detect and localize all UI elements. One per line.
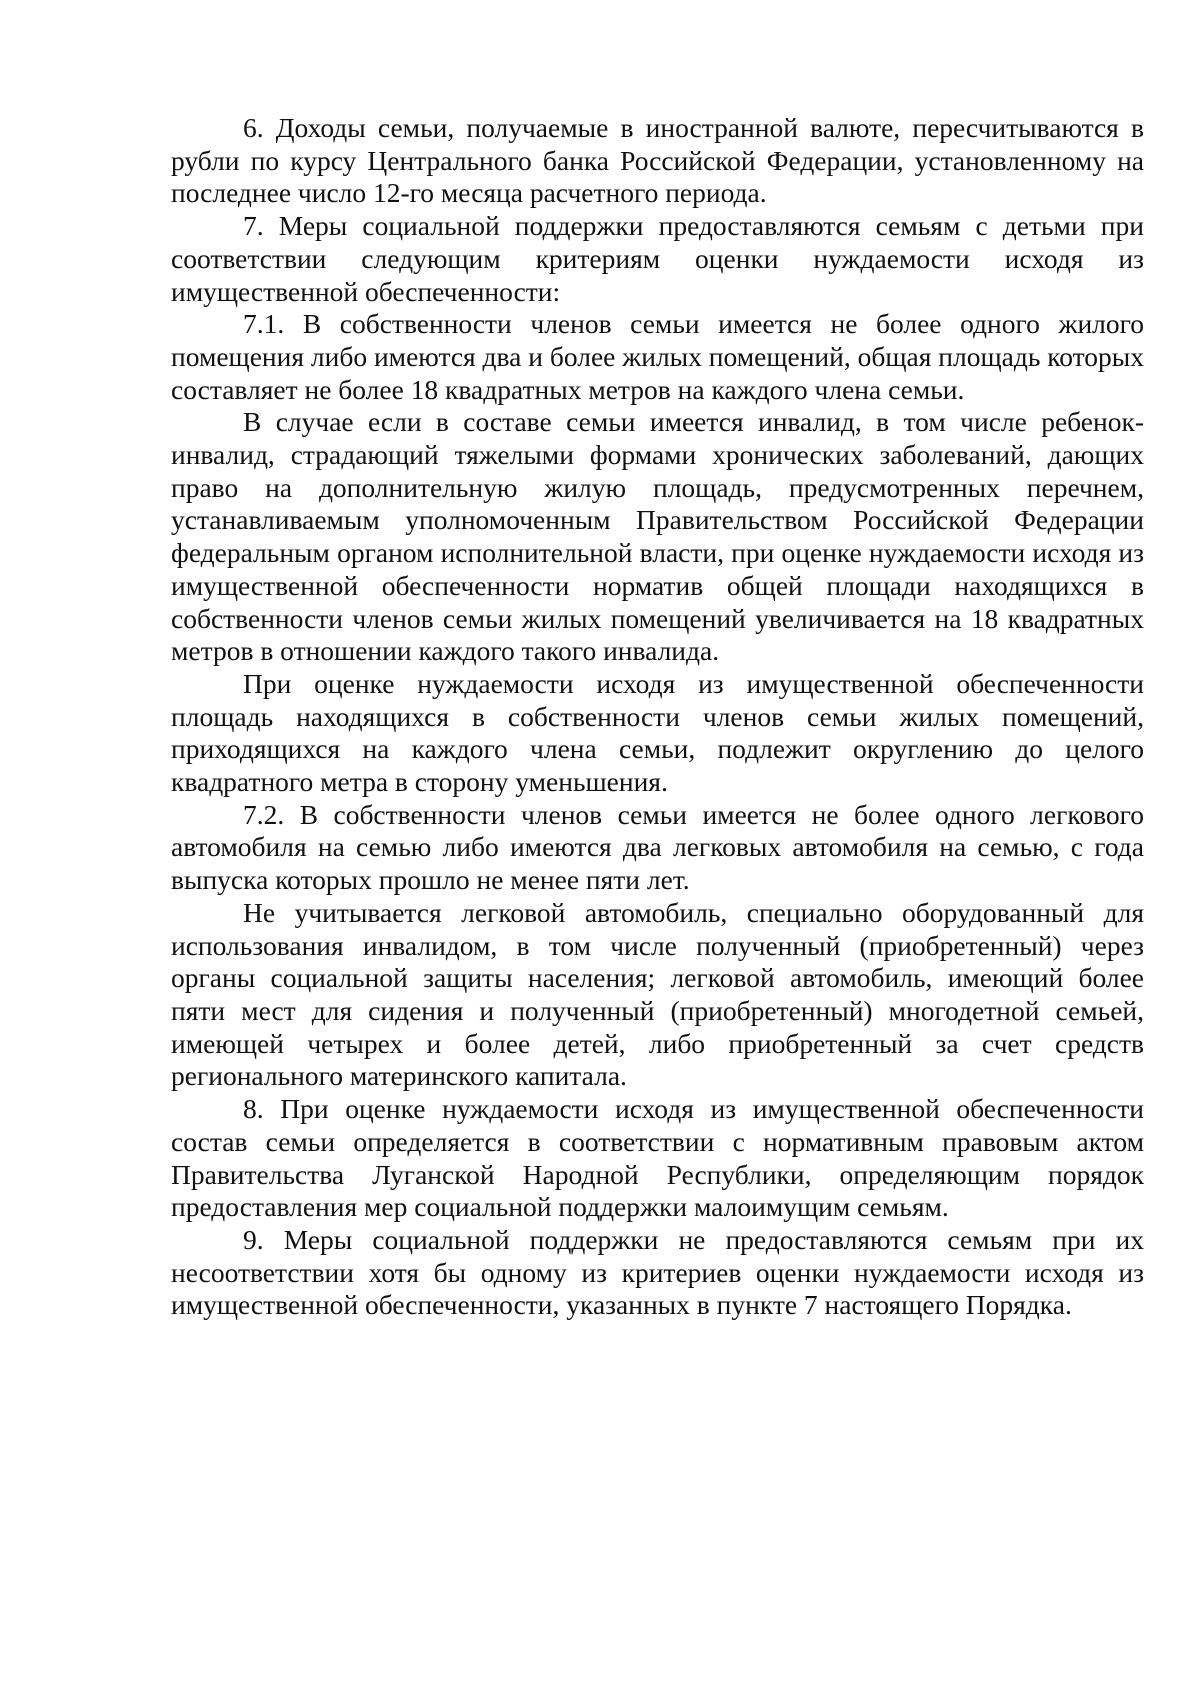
paragraph-disabled-member-housing-allowance: В случае если в составе семьи имеется инвалид, в том числе ребенок-инвалид, страдающий тяжелыми формами хронических заболеваний, дающих право на дополнительную жилую площадь, предусмотренных перечнем, устанавливаемым уполномоченным Правительством Российской Федерации федеральным органом исполнительной власти, при оценке нуждаемости исходя из имущественной обеспеченности норматив общей площади находящихся в собственности членов семьи жилых помещений увеличивается на 18 квадратных метров в отношении каждого такого инвалида. (171, 406, 1144, 667)
paragraph-item-7-2-vehicle-criterion: 7.2. В собственности членов семьи имеется не более одного легкового автомобиля на семью либо имеются два легковых автомобиля на семью, с года выпуска которых прошло не менее пяти лет. (171, 798, 1144, 896)
paragraph-item-7-support-criteria: 7. Меры социальной поддержки предоставляются семьям с детьми при соответствии следующим критериям оценки нуждаемости исходя из имущественной обеспеченности: (171, 210, 1144, 307)
paragraph-item-9-support-denial: 9. Меры социальной поддержки не предоставляются семьям при их несоответствии хотя бы одному из критериев оценки нуждаемости исходя из имущественной обеспеченности, указанных в пункте 7 настоящего Порядка. (171, 1223, 1144, 1321)
paragraph-housing-area-rounding: При оценке нуждаемости исходя из имущественной обеспеченности площадь находящихся в собственности членов семьи жилых помещений, приходящихся на каждого члена семьи, подлежит округлению до целого квадратного метра в сторону уменьшения. (171, 667, 1144, 798)
paragraph-item-8-family-composition: 8. При оценке нуждаемости исходя из имущественной обеспеченности состав семьи определяется в соответствии с нормативным правовым актом Правительства Луганской Народной Республики, определяющим порядок предоставления мер социальной поддержки малоимущим семьям. (171, 1093, 1144, 1223)
paragraph-item-7-1-housing-criterion: 7.1. В собственности членов семьи имеется не более одного жилого помещения либо имеются два и более жилых помещений, общая площадь которых составляет не более 18 квадратных метров на каждого члена семьи. (171, 308, 1144, 405)
paragraph-item-6-foreign-currency-income: 6. Доходы семьи, получаемые в иностранной валюте, пересчитываются в рубли по курсу Центрального банка Российской Федерации, установленному на последнее число 12-го месяца расчетного периода. (171, 112, 1144, 209)
paragraph-excluded-vehicles: Не учитывается легковой автомобиль, специально оборудованный для использования инвалидом, в том числе полученный (приобретенный) через органы социальной защиты населения; легковой автомобиль, имеющий более пяти мест для сидения и полученный (приобретенный) многодетной семьей, имеющей четырех и более детей, либо приобретенный за счет средств регионального материнского капитала. (171, 896, 1144, 1092)
document-body (171, 112, 1144, 1322)
